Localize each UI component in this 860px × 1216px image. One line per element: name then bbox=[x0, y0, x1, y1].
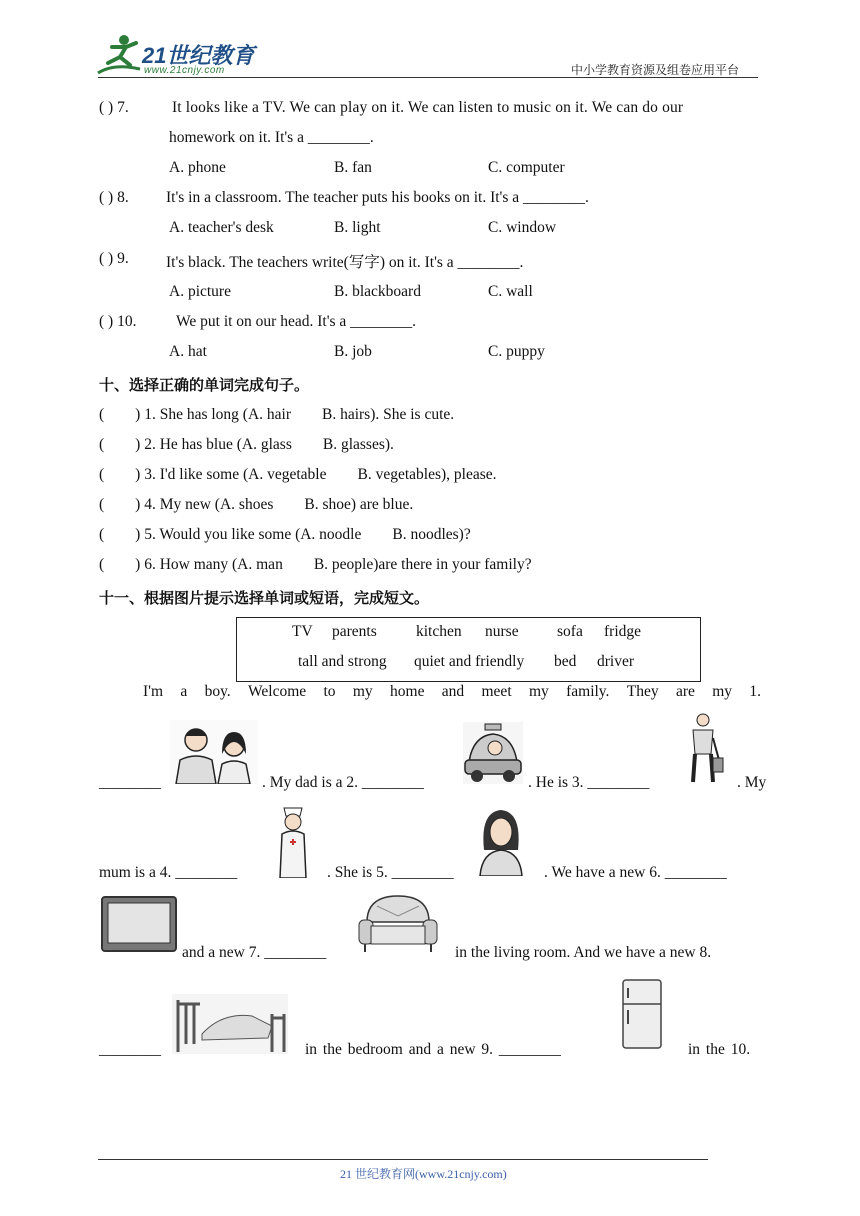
nurse-picture-icon bbox=[270, 802, 316, 878]
s10-item-6: ( ) 6. How many (A. man B. people)are there in your family? bbox=[99, 556, 532, 573]
p5-text-a: in the bedroom and a new 9. ________ bbox=[305, 1041, 561, 1058]
p1-word: my bbox=[712, 683, 733, 700]
bed-picture-icon bbox=[172, 994, 288, 1054]
p3-text-c: . We have a new 6. ________ bbox=[544, 864, 727, 881]
word-sofa: sofa bbox=[557, 623, 583, 640]
q9-option-c: C. wall bbox=[488, 283, 533, 300]
p1-word: family. bbox=[566, 683, 610, 700]
p1-word: meet bbox=[481, 683, 512, 700]
q7-option-c: C. computer bbox=[488, 159, 565, 176]
p5-text-b: in the 10. bbox=[688, 1041, 751, 1058]
q8-option-b: B. light bbox=[334, 219, 381, 236]
section10-title: 十、选择正确的单词完成句子。 bbox=[99, 376, 310, 394]
runner-logo-icon bbox=[94, 33, 144, 77]
p1-word: I'm bbox=[143, 683, 164, 700]
footer-rule bbox=[98, 1159, 708, 1160]
q8-option-a: A. teacher's desk bbox=[169, 219, 274, 236]
q7-text: It looks like a TV. We can play on it. We can listen to music on it. We can do our bbox=[172, 99, 684, 116]
q10-option-b: B. job bbox=[334, 343, 372, 360]
header-logo bbox=[94, 33, 264, 77]
parents-picture-icon bbox=[170, 720, 258, 784]
q10-number: ( ) 10. bbox=[99, 313, 137, 330]
p1-word: a bbox=[180, 683, 188, 700]
p4-text-b: in the living room. And we have a new 8. bbox=[455, 944, 712, 961]
q9-option-b: B. blackboard bbox=[334, 283, 421, 300]
q9-number: ( ) 9. bbox=[99, 250, 129, 267]
p1-word: boy. bbox=[204, 683, 231, 700]
p2-text-c: . My bbox=[737, 774, 767, 791]
fridge-picture-icon bbox=[620, 978, 664, 1050]
p3-text-b: . She is 5. ________ bbox=[327, 864, 454, 881]
logo-main-text: 21世纪教育 bbox=[142, 43, 255, 68]
q7-number: ( ) 7. bbox=[99, 99, 129, 116]
p1-word: home bbox=[390, 683, 425, 700]
p1-word: to bbox=[323, 683, 336, 700]
p2-blank-1: ________ bbox=[99, 774, 161, 791]
p2-text-a: . My dad is a 2. ________ bbox=[262, 774, 424, 791]
word-quiet-and-friendly: quiet and friendly bbox=[414, 653, 525, 670]
word-tv: TV bbox=[292, 623, 313, 640]
word-fridge: fridge bbox=[604, 623, 642, 640]
p1-word: are bbox=[675, 683, 695, 700]
passage-line-1 bbox=[143, 683, 761, 701]
word-parents: parents bbox=[332, 623, 377, 640]
q10-text: We put it on our head. It's a ________. bbox=[176, 313, 417, 330]
q8-number: ( ) 8. bbox=[99, 189, 129, 206]
p1-word: 1. bbox=[749, 683, 761, 700]
word-tall-and-strong: tall and strong bbox=[298, 653, 387, 670]
q7-line1 bbox=[172, 99, 761, 117]
q7-option-a: A. phone bbox=[169, 159, 226, 176]
tall-man-picture-icon bbox=[681, 712, 725, 784]
word-driver: driver bbox=[597, 653, 635, 670]
s10-item-1: ( ) 1. She has long (A. hair B. hairs). She is cute. bbox=[99, 406, 455, 423]
s10-item-2: ( ) 2. He has blue (A. glass B. glasses). bbox=[99, 436, 394, 453]
q10-option-a: A. hat bbox=[169, 343, 207, 360]
tv-picture-icon bbox=[101, 896, 177, 952]
q7-line2: homework on it. It's a ________. bbox=[169, 129, 374, 146]
p4-text-a: and a new 7. ________ bbox=[182, 944, 327, 961]
word-nurse: nurse bbox=[485, 623, 519, 640]
sofa-picture-icon bbox=[357, 892, 439, 954]
p1-word: my bbox=[528, 683, 549, 700]
header-right-text: 中小学教育资源及组卷应用平台 bbox=[571, 63, 740, 77]
q10-option-c: C. puppy bbox=[488, 343, 545, 360]
word-kitchen: kitchen bbox=[416, 623, 462, 640]
p1-word: Welcome bbox=[248, 683, 307, 700]
q7-option-b: B. fan bbox=[334, 159, 372, 176]
footer-text: 21 世纪教育网(www.21cnjy.com) bbox=[340, 1167, 507, 1181]
p1-word: my bbox=[352, 683, 373, 700]
p1-word: and bbox=[441, 683, 465, 700]
section11-title: 十一、根据图片提示选择单词或短语，完成短文。 bbox=[99, 589, 430, 607]
word-bank-box bbox=[236, 617, 701, 682]
woman-picture-icon bbox=[476, 806, 526, 876]
s10-item-4: ( ) 4. My new (A. shoes B. shoe) are blue. bbox=[99, 496, 414, 513]
p2-text-b: . He is 3. ________ bbox=[528, 774, 650, 791]
q9-text: It's black. The teachers write(写字) on it. It's a ________. bbox=[166, 254, 524, 271]
header-rule bbox=[98, 77, 758, 78]
s10-item-3: ( ) 3. I'd like some (A. vegetable B. vegetables), please. bbox=[99, 466, 497, 483]
q8-option-c: C. window bbox=[488, 219, 557, 236]
s10-item-5: ( ) 5. Would you like some (A. noodle B. noodles)? bbox=[99, 526, 471, 543]
taxi-driver-picture-icon bbox=[463, 722, 523, 784]
p1-word: They bbox=[626, 683, 659, 700]
word-bed: bed bbox=[554, 653, 577, 670]
q9-option-a: A. picture bbox=[169, 283, 231, 300]
p3-text-a: mum is a 4. ________ bbox=[99, 864, 238, 881]
p5-blank: ________ bbox=[99, 1041, 161, 1058]
q8-text: It's in a classroom. The teacher puts his books on it. It's a ________. bbox=[166, 189, 589, 206]
logo-url-text: www.21cnjy.com bbox=[144, 65, 225, 76]
